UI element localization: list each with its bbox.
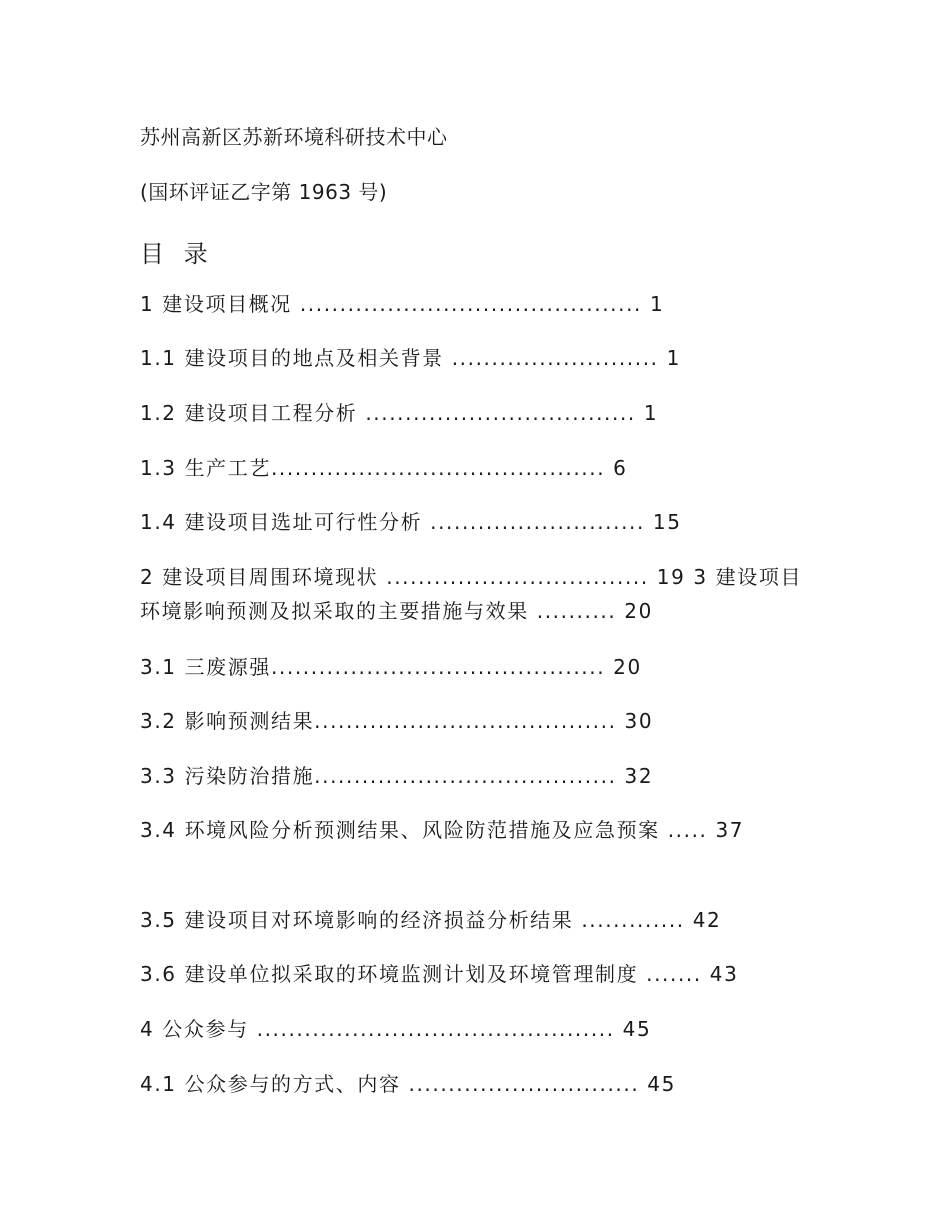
toc-entry-1-4: 1.4 建设项目选址可行性分析 ........................... 15 <box>140 510 682 534</box>
organization-name: 苏州高新区苏新环境科研技术中心 <box>140 125 448 149</box>
toc-entry-4: 4 公众参与 ............................................. 45 <box>140 1017 652 1041</box>
toc-entry-1: 1 建设项目概况 ........................................... 1 <box>140 292 665 316</box>
toc-entry-1-2: 1.2 建设项目工程分析 .................................. 1 <box>140 401 659 425</box>
toc-title: 目 录 <box>140 240 214 268</box>
toc-entry-3-2: 3.2 影响预测结果...................................... 30 <box>140 709 654 733</box>
toc-entry-3-4: 3.4 环境风险分析预测结果、风险防范措施及应急预案 ..... 37 <box>140 818 745 842</box>
toc-entry-1-3: 1.3 生产工艺.......................................... 6 <box>140 456 628 480</box>
certificate-number: (国环评证乙字第 1963 号) <box>140 180 388 204</box>
toc-entry-2-3: 2 建设项目周围环境现状 ................................. 19 3 建设项目环境影响预测及拟采取的主要措施与效果 .......... 20 <box>140 565 803 623</box>
toc-entry-3-6: 3.6 建设单位拟采取的环境监测计划及环境管理制度 ....... 43 <box>140 962 739 986</box>
toc-entry-3-3: 3.3 污染防治措施...................................... 32 <box>140 764 654 788</box>
toc-entry-3-5: 3.5 建设项目对环境影响的经济损益分析结果 ............. 42 <box>140 908 722 932</box>
toc-entry-1-1: 1.1 建设项目的地点及相关背景 .......................... 1 <box>140 346 681 370</box>
toc-entry-3-1: 3.1 三废源强.......................................... 20 <box>140 655 642 679</box>
toc-entry-4-1: 4.1 公众参与的方式、内容 ............................. 45 <box>140 1072 676 1096</box>
